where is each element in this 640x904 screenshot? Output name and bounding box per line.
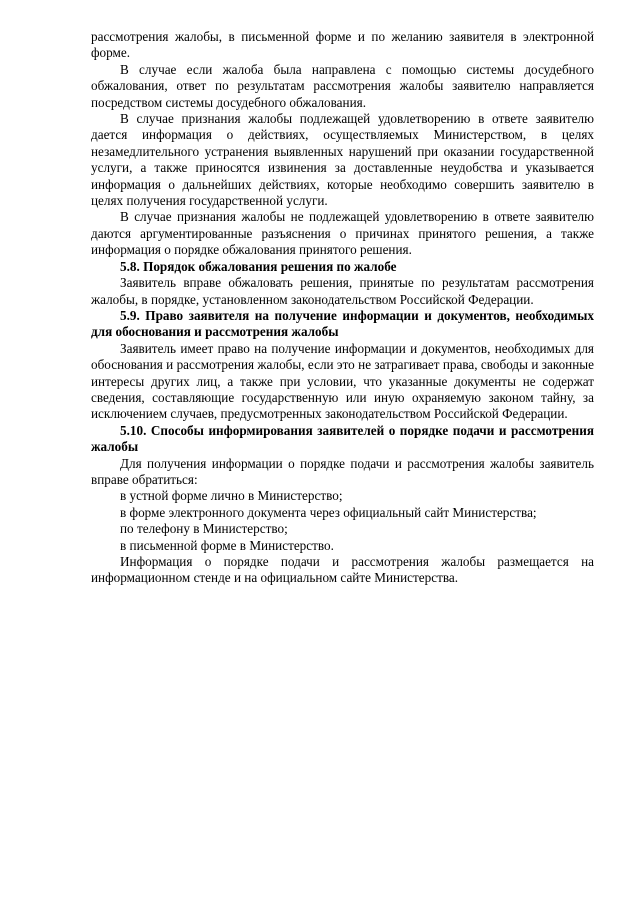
paragraph-complaint-rejected: В случае признания жалобы не подлежащей удовлетворению в ответе заявителю даются аргументированные разъяснения о причинах принятого решения, а также информация о порядке обжалования принятого решения. — [91, 209, 594, 258]
paragraph-complaint-satisfied: В случае признания жалобы подлежащей удовлетворению в ответе заявителю дается информация о действиях, осуществляемых Министерством, в целях незамедлительного устранения выявленных нарушений при оказании государственной услуги, а также приносятся извинения за доставленные неудобства и указывается информация о дальнейших действиях, которые необходимо совершить заявителю в целях получения государственной услуги. — [91, 111, 594, 209]
section-heading-5-10: 5.10. Способы информирования заявителей о порядке подачи и рассмотрения жалобы — [91, 422, 594, 455]
section-heading-5-9: 5.9. Право заявителя на получение информации и документов, необходимых для обоснования и рассмотрения жалобы — [91, 307, 594, 340]
list-item-phone: по телефону в Министерство; — [120, 521, 288, 537]
paragraph-appeal-right: Заявитель вправе обжаловать решения, принятые по результатам рассмотрения жалобы, в порядке, установленном законодательством Российской Федерации. — [91, 275, 594, 307]
list-item-electronic: в форме электронного документа через официальный сайт Министерства; — [120, 504, 537, 520]
paragraph-information-placement: Информация о порядке подачи и рассмотрения жалобы размещается на информационном стенде и на официальном сайте Министерства. — [91, 554, 594, 586]
list-item-oral: в устной форме лично в Министерство; — [120, 488, 343, 504]
paragraph-appeal-system-response: В случае если жалоба была направлена с помощью системы досудебного обжалования, ответ по результатам рассмотрения жалобы заявителю направляется посредством системы досудебного обжалования. — [91, 61, 594, 110]
document-body — [91, 29, 594, 587]
section-heading-5-8: 5.8. Порядок обжалования решения по жалобе — [120, 258, 397, 274]
paragraph-information-right: Заявитель имеет право на получение информации и документов, необходимых для обоснования и рассмотрения жалобы, если это не затрагивает права, свободы и законные интересы других лиц, а также при условии, что указанные документы не содержат сведения, составляющие государственную или иную охраняемую законом тайну, за исключением случаев, предусмотренных законодательством Российской Федерации. — [91, 340, 594, 422]
paragraph-information-methods-intro: Для получения информации о порядке подачи и рассмотрения жалобы заявитель вправе обратиться: — [91, 455, 594, 487]
list-item-written: в письменной форме в Министерство. — [120, 537, 334, 553]
paragraph-continuation: рассмотрения жалобы, в письменной форме и по желанию заявителя в электронной форме. — [91, 29, 594, 61]
